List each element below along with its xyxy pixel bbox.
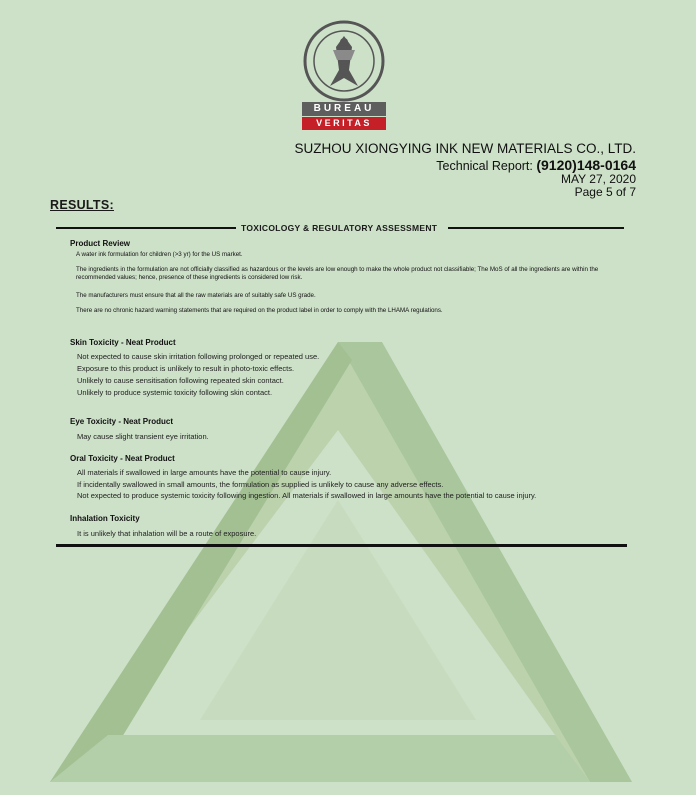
product-review-paragraph: A water ink formulation for children (>3 yr) for the US market. — [76, 251, 243, 258]
section-title: TOXICOLOGY & REGULATORY ASSESSMENT — [241, 223, 438, 233]
eye-toxicity-heading: Eye Toxicity - Neat Product — [70, 417, 173, 426]
logo-veritas-bar: VERITAS — [302, 117, 386, 130]
oral-toxicity-heading: Oral Toxicity - Neat Product — [70, 454, 175, 463]
product-review-heading: Product Review — [70, 239, 131, 248]
bureau-veritas-logo — [298, 20, 390, 130]
oral-toxicity-line: If incidentally swallowed in small amounts, the formulation as supplied is unlikely to cause any adverse effects. — [77, 480, 444, 489]
results-heading: RESULTS: — [50, 198, 114, 212]
section-end-rule — [56, 544, 627, 547]
seal-icon — [303, 20, 385, 102]
skin-toxicity-line: Not expected to cause skin irritation following prolonged or repeated use. — [77, 352, 320, 361]
product-review-paragraph: There are no chronic hazard warning statements that are required on the product label in order to comply with the LHAMA regulations. — [76, 307, 443, 314]
logo-bureau-bar: BUREAU — [302, 102, 386, 116]
product-review-paragraph: The manufacturers must ensure that all the raw materials are of suitably safe US grade. — [76, 292, 316, 299]
oral-toxicity-line: All materials if swallowed in large amounts have the potential to cause injury. — [77, 468, 332, 477]
oral-toxicity-line: Not expected to produce systemic toxicity following ingestion. All materials if swallowed in large amounts have the potential to cause injury. — [77, 491, 537, 500]
inhalation-toxicity-line: It is unlikely that inhalation will be a route of exposure. — [77, 529, 257, 538]
product-review-paragraph: The ingredients in the formulation are not officially classified as hazardous or the levels are low enough to make the whole product not classifiable; The MoS of all the ingredients are within the recommended values; hence, presence of these ingredients is considered low risk. — [76, 266, 599, 281]
section-rule-right — [448, 227, 624, 229]
report-date: MAY 27, 2020 — [561, 172, 636, 186]
report-number: (9120)148-0164 — [536, 157, 636, 173]
report-label: Technical Report: — [436, 159, 533, 173]
eye-toxicity-line: May cause slight transient eye irritation. — [77, 432, 209, 441]
section-rule-left — [56, 227, 236, 229]
skin-toxicity-line: Unlikely to produce systemic toxicity following skin contact. — [77, 388, 273, 397]
technical-report — [436, 157, 636, 173]
page-number: Page 5 of 7 — [574, 185, 636, 199]
skin-toxicity-line: Exposure to this product is unlikely to result in photo-toxic effects. — [77, 364, 295, 373]
inhalation-toxicity-heading: Inhalation Toxicity — [70, 514, 140, 523]
skin-toxicity-line: Unlikely to cause sensitisation following repeated skin contact. — [77, 376, 284, 385]
company-name: SUZHOU XIONGYING INK NEW MATERIALS CO., LTD. — [294, 141, 636, 156]
skin-toxicity-heading: Skin Toxicity - Neat Product — [70, 338, 176, 347]
